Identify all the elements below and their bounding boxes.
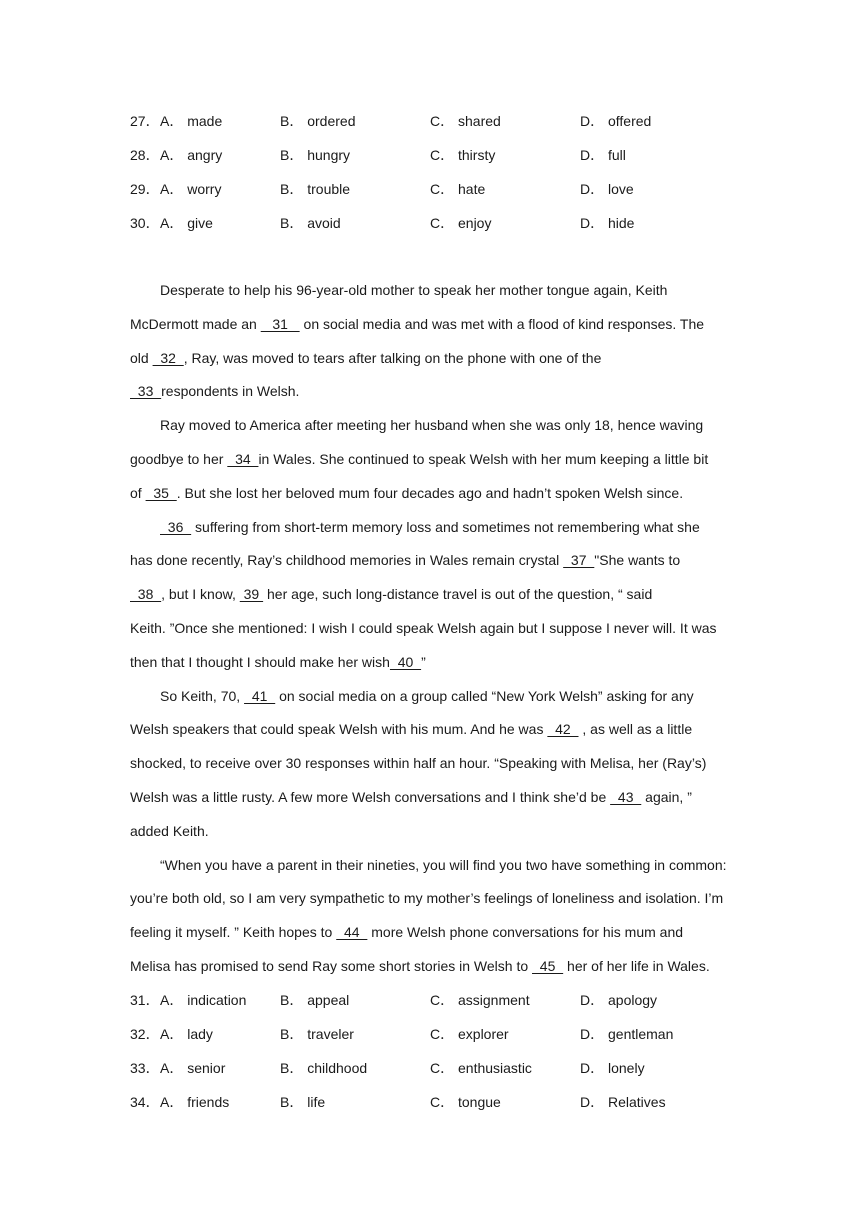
- answer-option: B． avoid: [280, 215, 341, 231]
- passage-line: [130, 753, 750, 773]
- answer-option: C． explorer: [430, 1026, 509, 1042]
- answer-option: B． life: [280, 1094, 326, 1110]
- cloze-blank: 43: [610, 789, 642, 805]
- question-number: 31．: [130, 992, 160, 1008]
- cloze-blank: 45: [532, 958, 564, 974]
- answer-option: B． traveler: [280, 1026, 354, 1042]
- question-number: 28．: [130, 147, 160, 163]
- passage-text: in Wales. She continued to speak Welsh with her mum keeping a little bit: [258, 451, 709, 467]
- passage-line: [130, 652, 750, 672]
- passage-line: [160, 280, 780, 300]
- answer-option: D． offered: [580, 113, 652, 129]
- answer-option: B． childhood: [280, 1060, 368, 1076]
- answer-option: C． hate: [430, 181, 486, 197]
- cloze-blank: 39: [239, 586, 264, 603]
- passage-line: [130, 922, 750, 942]
- answer-option: D． lonely: [580, 1060, 645, 1076]
- answer-option: A． lady: [160, 1026, 213, 1042]
- passage-line: [130, 550, 750, 570]
- answer-option: C． tongue: [430, 1094, 501, 1110]
- passage-text: Welsh speakers that could speak Welsh with his mum. And he was: [130, 721, 548, 738]
- answer-option: D． love: [580, 181, 634, 197]
- passage-text: of: [130, 484, 146, 501]
- passage-text: McDermott made an: [130, 315, 261, 332]
- cloze-blank: 33: [130, 383, 162, 400]
- answer-option: C． enjoy: [430, 215, 492, 231]
- cloze-blank: 32: [152, 349, 184, 366]
- passage-text: , Ray, was moved to tears after talking on the phone with one of the: [183, 349, 602, 366]
- passage-text: her of her life in Wales.: [563, 958, 710, 974]
- answer-option: D． Relatives: [580, 1094, 666, 1110]
- passage-text: Melisa has promised to send Ray some short stories in Welsh to: [130, 958, 533, 974]
- passage-line: [160, 855, 780, 875]
- passage-text: Welsh was a little rusty. A few more Welsh conversations and I think she’d be: [130, 789, 611, 805]
- answer-option: B． hungry: [280, 147, 351, 163]
- answer-option: A． senior: [160, 1060, 226, 1076]
- answer-option: C． thirsty: [430, 147, 496, 163]
- cloze-blank: 44: [336, 924, 368, 941]
- passage-text: "She wants to: [594, 552, 681, 569]
- answer-option: A． made: [160, 113, 223, 129]
- passage-text: feeling it myself. ” Keith hopes to: [130, 924, 337, 941]
- passage-text: goodbye to her: [130, 451, 228, 467]
- question-number: 33．: [130, 1060, 160, 1076]
- passage-line: [130, 719, 750, 739]
- passage-text: So Keith, 70,: [160, 687, 245, 704]
- cloze-blank: 31: [260, 315, 300, 332]
- passage-text: on social media on a group called “New York Welsh” asking for any: [275, 687, 694, 704]
- answer-option: A． worry: [160, 181, 222, 197]
- passage-text: old: [130, 349, 153, 366]
- passage-line: [130, 787, 750, 807]
- answer-option: A． angry: [160, 147, 223, 163]
- question-number: 30．: [130, 215, 160, 231]
- passage-text: , but I know,: [161, 586, 240, 603]
- passage-line: [130, 584, 750, 604]
- passage-text: shocked, to receive over 30 responses within half an hour. “Speaking with Melisa, her (Ray’s): [130, 755, 707, 772]
- passage-text: has done recently, Ray’s childhood memories in Wales remain crystal: [130, 552, 564, 569]
- passage-text: added Keith.: [130, 822, 209, 839]
- passage-text: on social media and was met with a flood of kind responses. The: [299, 315, 705, 332]
- question-number: 29．: [130, 181, 160, 197]
- passage-text: again, ”: [641, 789, 692, 805]
- cloze-blank: 41: [244, 687, 276, 704]
- cloze-blank: 38: [130, 586, 162, 603]
- answer-option: C． assignment: [430, 992, 530, 1008]
- cloze-blank: 35: [145, 484, 177, 501]
- cloze-blank: 36: [160, 518, 192, 535]
- passage-text: you’re both old, so I am very sympathetic to my mother’s feelings of loneliness and isolation. I’m: [130, 890, 724, 907]
- passage-line: [160, 686, 780, 706]
- passage-line: [130, 821, 750, 841]
- passage-text: Desperate to help his 96-year-old mother to speak her mother tongue again, Keith: [160, 282, 668, 298]
- passage-line: [130, 618, 750, 638]
- passage-text: then that I thought I should make her wish: [130, 653, 390, 670]
- passage-text: more Welsh phone conversations for his mum and: [367, 924, 684, 941]
- passage-text: Ray moved to America after meeting her husband when she was only 18, hence waving: [160, 417, 704, 434]
- passage-line: [130, 348, 750, 368]
- answer-option: C． enthusiastic: [430, 1060, 532, 1076]
- passage-text: her age, such long-distance travel is out of the question, “ said: [263, 586, 653, 603]
- question-number: 34．: [130, 1094, 160, 1110]
- passage-line: [130, 956, 750, 976]
- passage-line: [160, 517, 780, 537]
- cloze-blank: 34: [227, 451, 259, 467]
- answer-option: D． gentleman: [580, 1026, 674, 1042]
- answer-option: B． trouble: [280, 181, 351, 197]
- answer-option: A． give: [160, 215, 213, 231]
- cloze-blank: 40: [389, 653, 422, 670]
- passage-text: suffering from short-term memory loss and sometimes not remembering what she: [191, 518, 700, 535]
- answer-option: B． appeal: [280, 992, 350, 1008]
- passage-line: [160, 415, 780, 435]
- passage-text: . But she lost her beloved mum four decades ago and hadn’t spoken Welsh since.: [176, 484, 684, 501]
- passage-line: [130, 381, 750, 401]
- answer-option: A． friends: [160, 1094, 230, 1110]
- answer-option: B． ordered: [280, 113, 356, 129]
- question-number: 27．: [130, 113, 160, 129]
- passage-line: [130, 483, 750, 503]
- passage-text: respondents in Welsh.: [161, 383, 300, 400]
- passage-text: Keith. ”Once she mentioned: I wish I could speak Welsh again but I suppose I never will. It was: [130, 620, 717, 636]
- passage-line: [130, 314, 750, 334]
- answer-option: D． hide: [580, 215, 635, 231]
- passage-line: [130, 449, 750, 469]
- answer-option: D． apology: [580, 992, 658, 1008]
- cloze-blank: 37: [563, 552, 595, 569]
- cloze-blank: 42: [547, 721, 579, 738]
- passage-text: , as well as a little: [578, 721, 693, 738]
- passage-line: [130, 888, 750, 908]
- answer-option: D． full: [580, 147, 626, 163]
- question-number: 32．: [130, 1026, 160, 1042]
- answer-option: A． indication: [160, 992, 247, 1008]
- passage-text: ”: [421, 653, 426, 670]
- answer-option: C． shared: [430, 113, 501, 129]
- passage-text: “When you have a parent in their nineties, you will find you two have something in common:: [160, 856, 727, 873]
